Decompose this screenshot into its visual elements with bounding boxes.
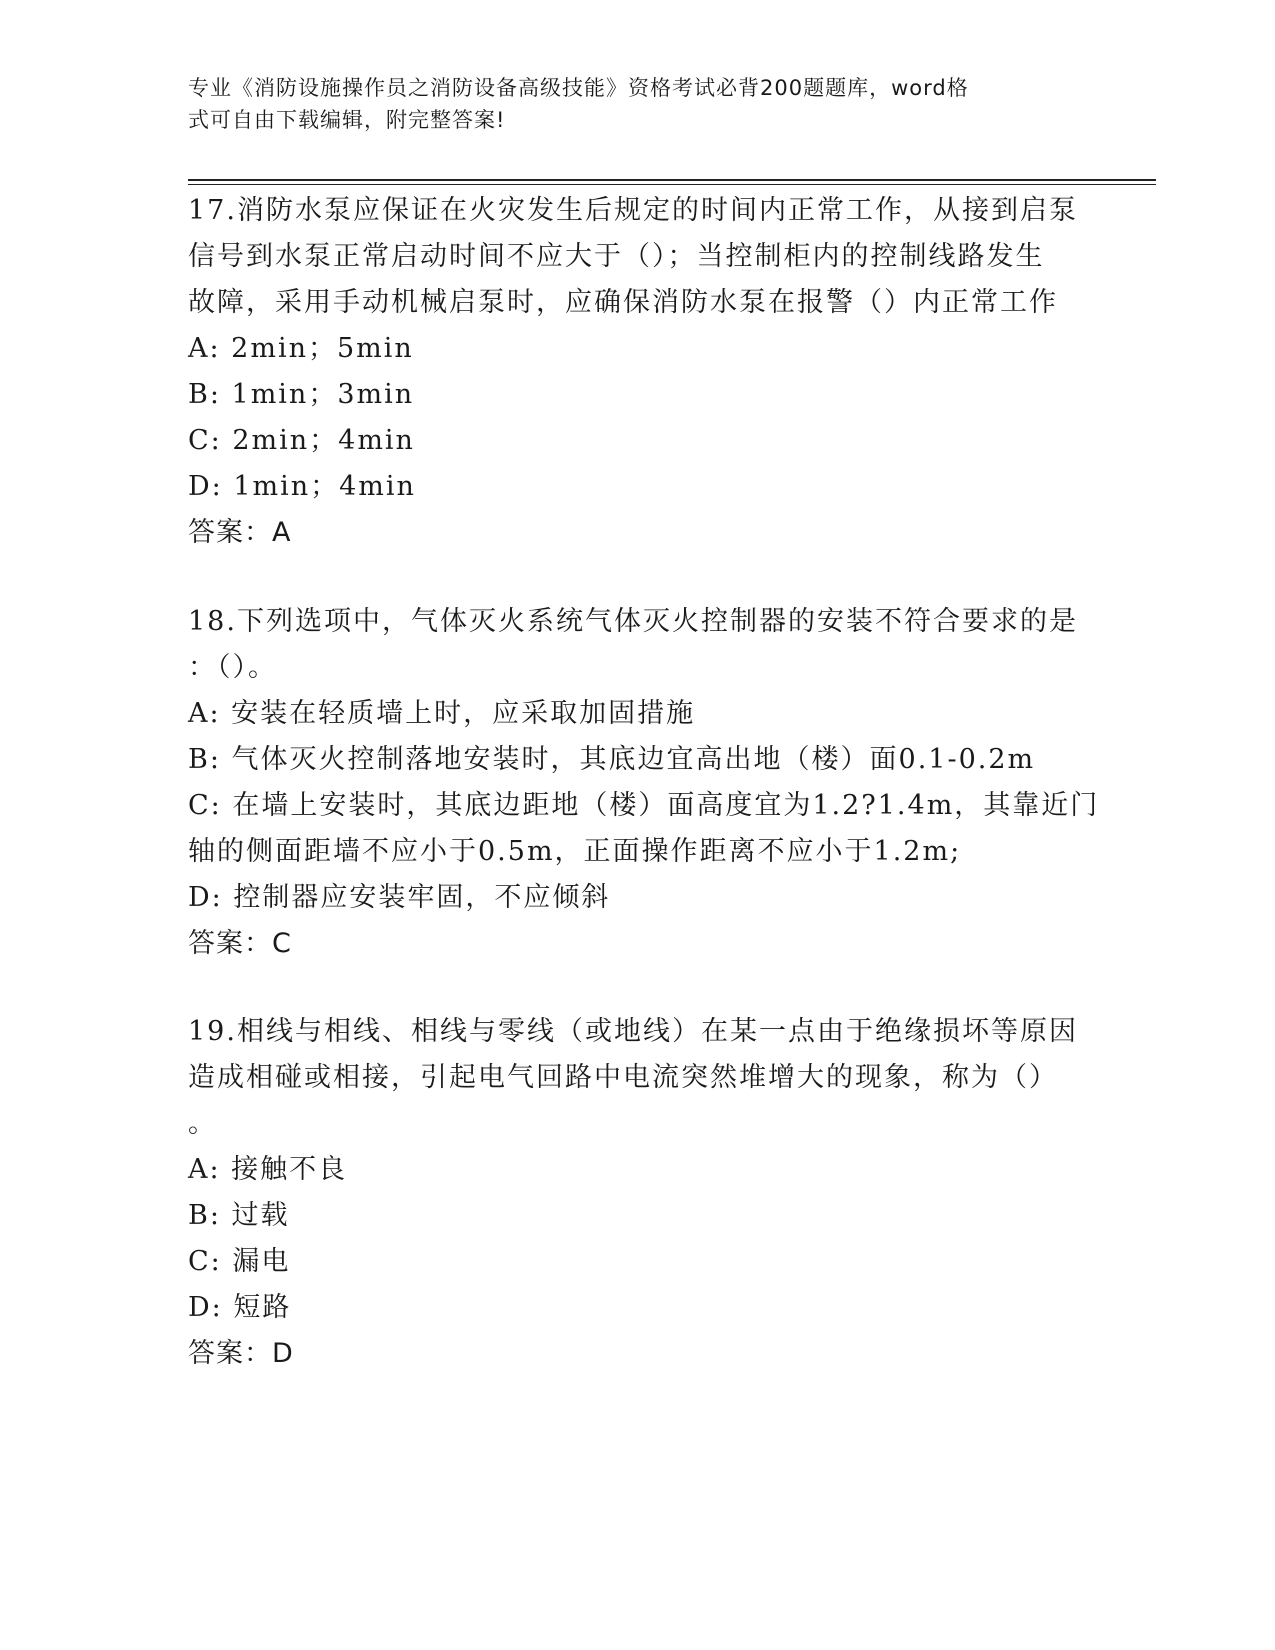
header-line-2: 式可自由下载编辑，附完整答案! <box>188 108 506 132</box>
answer-label: 答案：A <box>188 517 292 548</box>
question-text-line: 。 <box>188 1108 217 1139</box>
question-text-line: ：（）。 <box>188 652 277 683</box>
option-b: B: 气体灭火控制落地安装时，其底边宜高出地（楼）面0.1-0.2m <box>188 744 1036 775</box>
option-c-line: C: 在墙上安装时，其底边距地（楼）面高度宜为1.2?1.4m，其靠近门 <box>188 790 1100 821</box>
option-c: C: 漏电 <box>188 1246 291 1277</box>
header-divider-thick <box>188 179 1156 181</box>
option-b: B: 过载 <box>188 1200 290 1231</box>
option-c: C: 2min；4min <box>188 425 415 456</box>
question-text <box>188 1009 1088 1147</box>
question-text <box>188 188 1088 326</box>
question-18 <box>188 599 1100 967</box>
option-d: D: 1min；4min <box>188 471 416 502</box>
question-text-line: 故障，采用手动机械启泵时，应确保消防水泵在报警（）内正常工作 <box>188 287 1058 318</box>
answer-label: 答案：D <box>188 1338 294 1369</box>
option-a: A: 接触不良 <box>188 1154 348 1185</box>
header-divider-thin <box>188 184 1156 185</box>
question-text-line: 17.消防水泵应保证在火灾发生后规定的时间内正常工作，从接到启泵 <box>188 195 1078 226</box>
option-c-line: 轴的侧面距墙不应小于0.5m，正面操作距离不应小于1.2m; <box>188 836 962 867</box>
document-header <box>188 72 1078 136</box>
option-d: D: 短路 <box>188 1292 292 1323</box>
option-a: A: 2min；5min <box>188 333 414 364</box>
question-text <box>188 599 1088 691</box>
question-17 <box>188 188 1088 556</box>
option-b: B: 1min；3min <box>188 379 415 410</box>
question-text-line: 造成相碰或相接，引起电气回路中电流突然堆增大的现象，称为（） <box>188 1062 1058 1093</box>
question-text-line: 信号到水泵正常启动时间不应大于（）；当控制柜内的控制线路发生 <box>188 241 1045 272</box>
question-text-line: 19.相线与相线、相线与零线（或地线）在某一点由于绝缘损坏等原因 <box>188 1016 1078 1047</box>
question-19 <box>188 1009 1088 1377</box>
answer-label: 答案：C <box>188 928 292 959</box>
question-text-line: 18.下列选项中，气体灭火系统气体灭火控制器的安装不符合要求的是 <box>188 606 1078 637</box>
option-c <box>188 783 1100 875</box>
header-line-1: 专业《消防设施操作员之消防设备高级技能》资格考试必背200题题库，word格 <box>188 76 969 100</box>
option-a: A: 安装在轻质墙上时，应采取加固措施 <box>188 698 696 729</box>
option-d: D: 控制器应安装牢固，不应倾斜 <box>188 882 611 913</box>
